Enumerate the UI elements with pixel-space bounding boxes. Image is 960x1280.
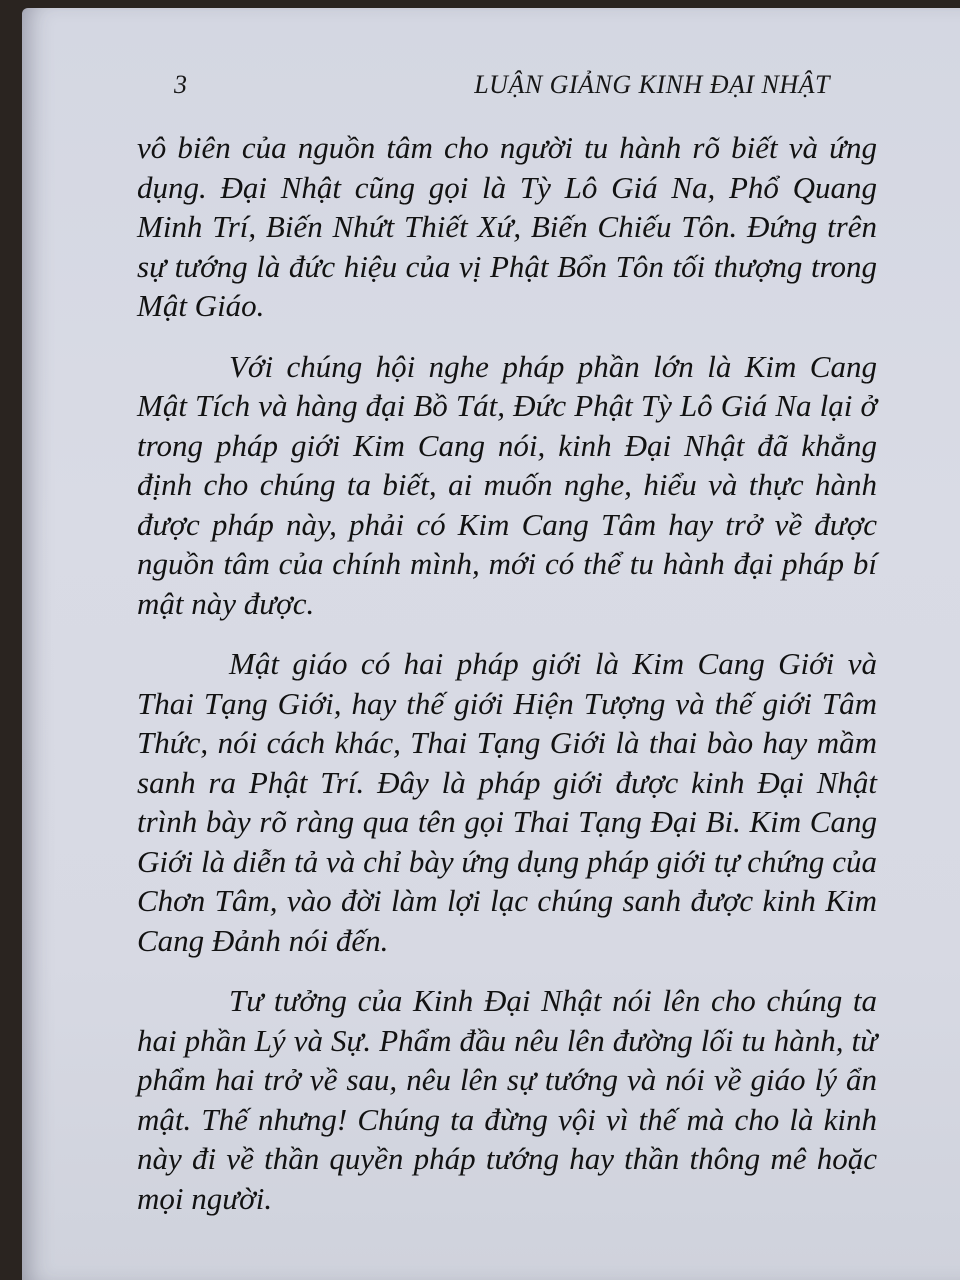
body-text bbox=[137, 128, 877, 1218]
paragraph-2: Với chúng hội nghe pháp phần lớn là Kim Cang Mật Tích và hàng đại Bồ Tát, Đức Phật Tỳ Lô Giá Na lại ở trong pháp giới Kim Cang nói, kinh Đại Nhật đã khẳng định cho chúng ta biết, ai muốn nghe, hiểu và thực hành được pháp này, phải có Kim Cang Tâm hay trở về được nguồn tâm của chính mình, mới có thể tu hành đại pháp bí mật này được. bbox=[137, 348, 877, 621]
book-page bbox=[22, 8, 960, 1280]
page-number: 3 bbox=[174, 70, 187, 99]
paragraph-4: Tư tưởng của Kinh Đại Nhật nói lên cho chúng ta hai phần Lý và Sự. Phẩm đầu nêu lên đường lối tu hành, từ phẩm hai trở về sau, nêu lên sự tướng và nói về giáo lý ẩn mật. Thế nhưng! Chúng ta đừng vội vì thế mà cho là kinh này đi về thần quyền pháp tướng hay thần thông mê hoặc mọi người. bbox=[137, 983, 877, 1216]
paragraph-3: Mật giáo có hai pháp giới là Kim Cang Giới và Thai Tạng Giới, hay thế giới Hiện Tượng và thế giới Tâm Thức, nói cách khác, Thai Tạng Giới là thai bào hay mầm sanh ra Phật Trí. Đây là pháp giới được kinh Đại Nhật trình bày rõ ràng qua tên gọi Thai Tạng Đại Bi. Kim Cang Giới là diễn tả và chỉ bày ứng dụng pháp giới tự chứng của Chơn Tâm, vào đời làm lợi lạc chúng sanh được kinh Kim Cang Đảnh nói đến. bbox=[137, 646, 877, 958]
running-title: LUẬN GIẢNG KINH ĐẠI NHẬT bbox=[474, 70, 830, 99]
page-header bbox=[22, 70, 960, 110]
paragraph-1: vô biên của nguồn tâm cho người tu hành rõ biết và ứng dụng. Đại Nhật cũng gọi là Tỳ Lô Giá Na, Phổ Quang Minh Trí, Biến Nhứt Thiết Xứ, Biến Chiếu Tôn. Đứng trên sự tướng là đức hiệu của vị Phật Bổn Tôn tối thượng trong Mật Giáo. bbox=[137, 130, 877, 323]
